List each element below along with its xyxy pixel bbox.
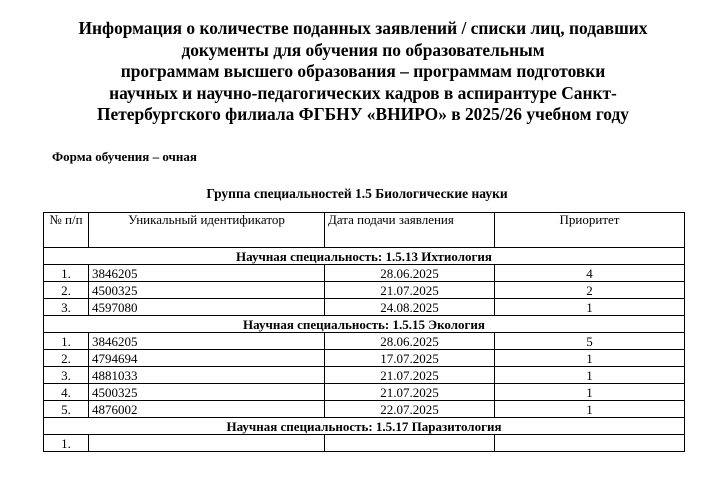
row-priority: 2 <box>495 282 685 299</box>
row-number: 1. <box>44 435 89 452</box>
row-priority: 1 <box>495 401 685 418</box>
row-date: 22.07.2025 <box>325 401 495 418</box>
row-number: 5. <box>44 401 89 418</box>
header-number: № п/п <box>44 213 89 248</box>
row-number: 1. <box>44 333 89 350</box>
row-number: 1. <box>44 265 89 282</box>
row-identifier: 4597080 <box>89 299 325 316</box>
row-number: 2. <box>44 350 89 367</box>
study-form-label: Форма обучения – очная <box>52 149 197 164</box>
title-line: Информация о количестве поданных заявлений / списки лиц, подавших <box>78 18 648 38</box>
row-priority: 1 <box>495 384 685 401</box>
header-date: Дата подачи заявления <box>325 213 495 248</box>
table-row <box>44 350 685 367</box>
section-title: Научная специальность: 1.5.13 Ихтиология <box>44 248 685 265</box>
table-row <box>44 333 685 350</box>
title-line: Петербургского филиала ФГБНУ «ВНИРО» в 2025/26 учебном году <box>97 104 629 125</box>
row-number: 3. <box>44 299 89 316</box>
section-header-row <box>44 418 685 435</box>
table-row <box>44 265 685 282</box>
table-row <box>44 384 685 401</box>
title-line: программам высшего образования – программам подготовки <box>120 61 606 82</box>
section-header-row <box>44 316 685 333</box>
row-date: 21.07.2025 <box>325 282 495 299</box>
row-priority: 1 <box>495 367 685 384</box>
row-priority: 1 <box>495 299 685 316</box>
row-date <box>325 435 495 452</box>
row-priority: 1 <box>495 350 685 367</box>
table-row <box>44 282 685 299</box>
table-row <box>44 401 685 418</box>
row-priority: 5 <box>495 333 685 350</box>
header-priority: Приоритет <box>495 213 685 248</box>
row-identifier: 4500325 <box>89 384 325 401</box>
table-header-row <box>44 213 685 248</box>
row-identifier: 3846205 <box>89 333 325 350</box>
applications-table <box>43 212 685 452</box>
row-identifier: 3846205 <box>89 265 325 282</box>
row-priority <box>495 435 685 452</box>
row-date: 28.06.2025 <box>325 333 495 350</box>
row-identifier <box>89 435 325 452</box>
row-date: 17.07.2025 <box>325 350 495 367</box>
row-date: 21.07.2025 <box>325 367 495 384</box>
table-body <box>44 248 685 452</box>
section-title: Научная специальность: 1.5.17 Паразитология <box>44 418 685 435</box>
row-number: 2. <box>44 282 89 299</box>
row-identifier: 4500325 <box>89 282 325 299</box>
row-number: 3. <box>44 367 89 384</box>
table-row <box>44 299 685 316</box>
row-identifier: 4876002 <box>89 401 325 418</box>
row-identifier: 4881033 <box>89 367 325 384</box>
title-line: документы для обучения по образовательным <box>181 39 545 60</box>
row-date: 28.06.2025 <box>325 265 495 282</box>
section-title: Научная специальность: 1.5.15 Экология <box>44 316 685 333</box>
table-row <box>44 367 685 384</box>
specialty-group-label: Группа специальностей 1.5 Биологические науки <box>206 186 508 201</box>
row-date: 24.08.2025 <box>325 299 495 316</box>
table-row <box>44 435 685 452</box>
section-header-row <box>44 248 685 265</box>
row-priority: 4 <box>495 265 685 282</box>
row-number: 4. <box>44 384 89 401</box>
document-title <box>40 18 686 126</box>
row-date: 21.07.2025 <box>325 384 495 401</box>
header-identifier: Уникальный идентификатор <box>89 213 325 248</box>
row-identifier: 4794694 <box>89 350 325 367</box>
title-line: научных и научно-педагогических кадров в аспирантуре Санкт- <box>109 82 617 103</box>
